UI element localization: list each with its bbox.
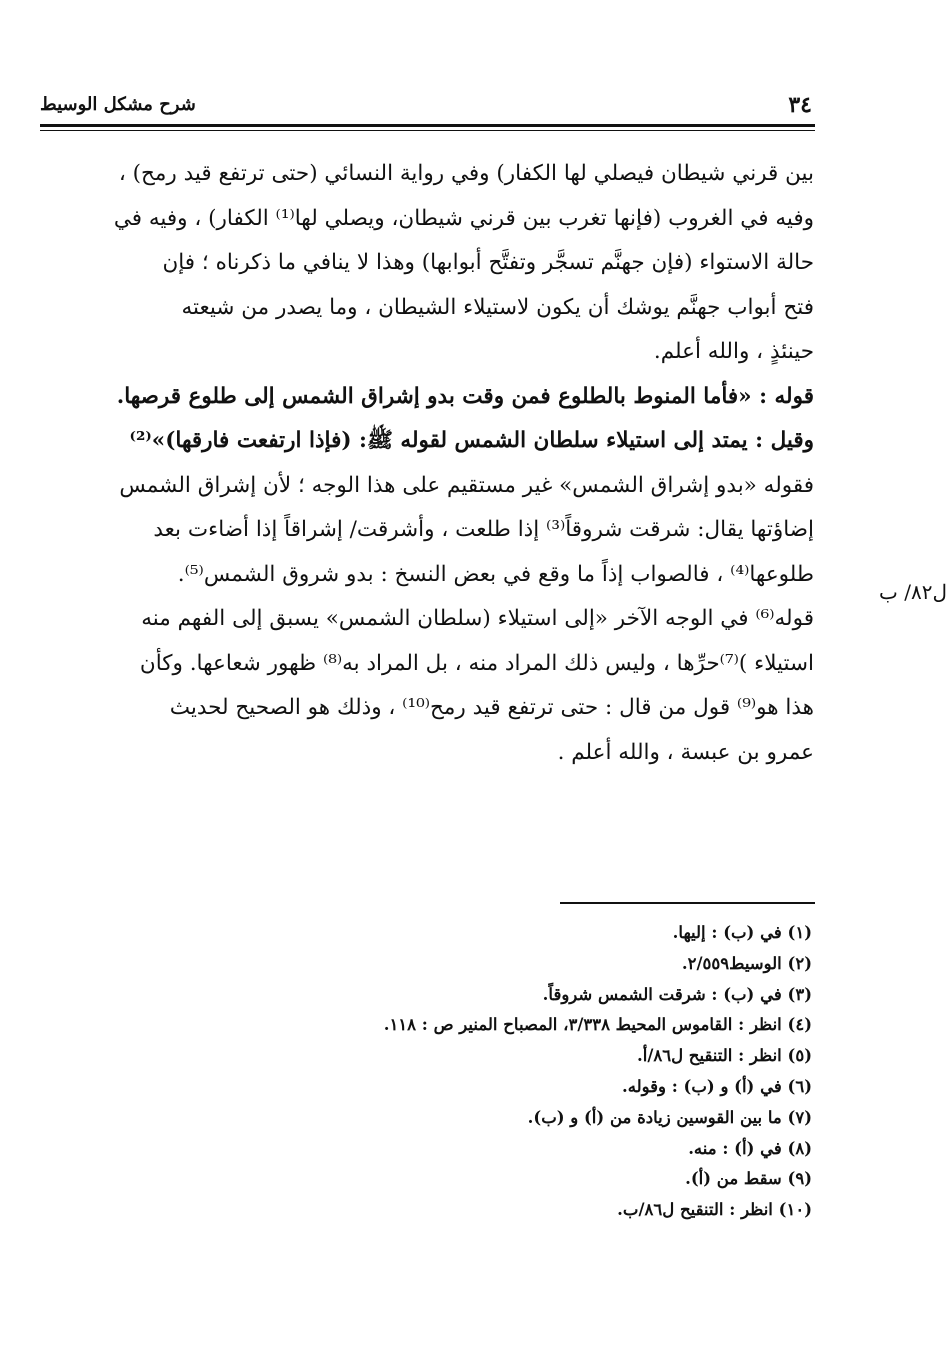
manuscript-folio-marker: ل٨٢/ ب bbox=[879, 580, 947, 604]
footnote: (٥) انظر : التنقيح ل٨٦/أ. bbox=[636, 1046, 812, 1066]
footnotes bbox=[300, 918, 812, 1226]
quoted-text-line: وقيل : يمتد إلى استيلاء سلطان الشمس لقوله ﷺ: (فإذا ارتفعت فارقها)»⁽²⁾ bbox=[129, 428, 814, 453]
header-rule-thin bbox=[40, 130, 815, 131]
page-number: ٣٤ bbox=[788, 92, 812, 118]
text-line: وفيه في الغروب (فإنها تغرب بين قرني شيطان، ويصلي لها⁽¹⁾ الكفار) ، وفيه في bbox=[113, 205, 814, 231]
page-header bbox=[40, 92, 812, 122]
text-line: قوله⁽⁶⁾ في الوجه الآخر «إلى استيلاء (سلطان الشمس» يسبق إلى الفهم منه bbox=[141, 606, 814, 631]
footnote: (٦) في (أ) و (ب) : وقوله. bbox=[621, 1076, 812, 1096]
footnote: (٩) سقط من (أ). bbox=[685, 1169, 812, 1189]
quoted-text-line: قوله : «فأما المنوط بالطلوع فمن وقت بدو إشراق الشمس إلى طلوع قرصها. bbox=[116, 383, 814, 409]
text-line: حالة الاستواء (فإن جهنَّم تسجَّر وتفتَّح أبوابها) وهذا لا ينافي ما ذكرناه ؛ فإن bbox=[162, 250, 814, 275]
text-line: فتح أبواب جهنَّم يوشك أن يكون لاستيلاء الشيطان ، وما يصدر من شيعته bbox=[181, 294, 814, 320]
footnote: (٧) ما بين القوسين زيادة من (أ) و (ب). bbox=[527, 1107, 812, 1127]
text-line: بين قرني شيطان فيصلي لها الكفار) وفي رواية النسائي (حتى ترتفع قيد رمح) ، bbox=[118, 161, 814, 186]
footnote: (١٠) انظر : التنقيح ل٨٦/ب. bbox=[617, 1200, 812, 1220]
footnote: (٤) انظر : القاموس المحيط ٣/٣٣٨، المصباح المنير ص : ١١٨. bbox=[383, 1015, 812, 1035]
text-line: طلوعها⁽⁴⁾ ، فالصواب إذاً ما وقع في بعض النسخ : بدو شروق الشمس⁽⁵⁾. bbox=[177, 561, 814, 587]
text-line: عمرو بن عبسة ، والله أعلم . bbox=[557, 739, 814, 765]
text-line: استيلاء )⁽⁷⁾حرِّها ، وليس ذلك المراد منه ، بل المراد به⁽⁸⁾ ظهور شعاعها. وكأن bbox=[139, 650, 814, 676]
footnote: (٨) في (أ) : منه. bbox=[688, 1138, 812, 1158]
text-line: هذا هو⁽⁹⁾ قول من قال : حتى ترتفع قيد رمح⁽¹⁰⁾ ، وذلك هو الصحيح لحديث bbox=[169, 695, 814, 720]
text-line: فقوله «بدو إشراق الشمس» غير مستقيم على هذا الوجه ؛ لأن إشراق الشمس bbox=[119, 472, 814, 498]
footnote-separator bbox=[560, 902, 815, 904]
footnote: (٣) في (ب) : شرقت الشمس شروقاً. bbox=[542, 984, 812, 1004]
main-text bbox=[44, 152, 814, 775]
footnote: (٢) الوسيط٢/٥٥٩. bbox=[681, 953, 812, 973]
running-title: شرح مشكل الوسيط bbox=[40, 94, 196, 115]
header-rule-thick bbox=[40, 124, 815, 127]
text-line: إضاؤتها يقال: شرقت شروقاً⁽³⁾ إذا طلعت ، وأشرقت/ إشراقاً إذا أضاءت بعد bbox=[153, 517, 814, 542]
footnote: (١) في (ب) : إليها. bbox=[672, 923, 812, 942]
text-line: حينئذٍ ، والله أعلم. bbox=[653, 339, 814, 364]
